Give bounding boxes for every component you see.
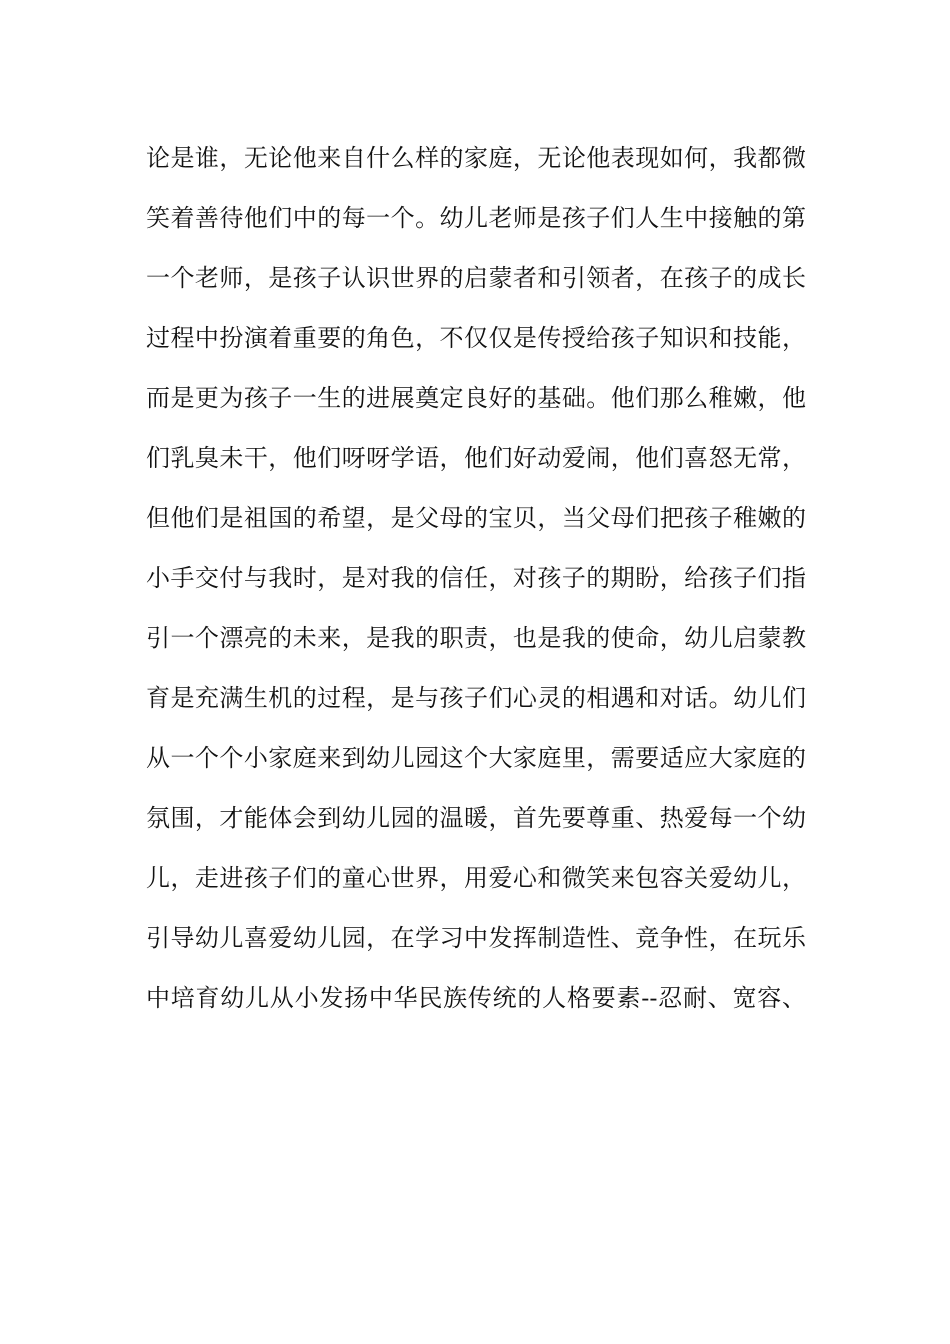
text-line: 但他们是祖国的希望，是父母的宝贝，当父母们把孩子稚嫩的 [146,504,806,532]
text-line: 儿，走进孩子们的童心世界，用爱心和微笑来包容关爱幼儿， [146,864,806,892]
text-line: 笑着善待他们中的每一个。幼儿老师是孩子们人生中接触的第 [146,204,806,232]
text-line: 引导幼儿喜爱幼儿园，在学习中发挥制造性、竞争性，在玩乐 [146,924,806,952]
text-line: 论是谁，无论他来自什么样的家庭，无论他表现如何，我都微 [146,144,806,172]
text-line: 中培育幼儿从小发扬中华民族传统的人格要素--忍耐、宽容、 [146,984,806,1012]
text-line: 小手交付与我时，是对我的信任，对孩子的期盼，给孩子们指 [146,564,806,592]
text-line: 从一个个小家庭来到幼儿园这个大家庭里，需要适应大家庭的 [146,744,806,772]
text-line: 引一个漂亮的未来，是我的职责，也是我的使命，幼儿启蒙教 [146,624,806,652]
body-text [146,128,806,1028]
text-line: 一个老师，是孩子认识世界的启蒙者和引领者，在孩子的成长 [146,264,806,292]
text-line: 氛围，才能体会到幼儿园的温暖，首先要尊重、热爱每一个幼 [146,804,806,832]
text-line: 而是更为孩子一生的进展奠定良好的基础。他们那么稚嫩，他 [146,384,806,412]
text-line: 们乳臭未干，他们呀呀学语，他们好动爱闹，他们喜怒无常， [146,444,806,472]
text-line: 育是充满生机的过程，是与孩子们心灵的相遇和对话。幼儿们 [146,684,806,712]
text-line: 过程中扮演着重要的角色，不仅仅是传授给孩子知识和技能， [146,324,806,352]
